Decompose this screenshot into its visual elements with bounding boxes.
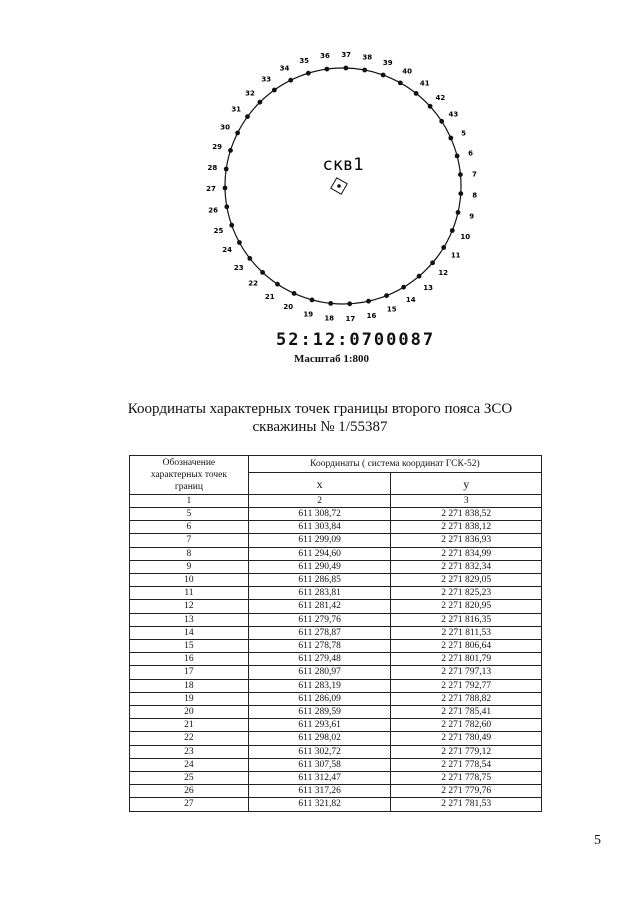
boundary-point-label: 10 [460, 232, 471, 241]
table-row [130, 640, 542, 653]
table-row [130, 600, 542, 613]
cell-x: 611 279,76 [248, 613, 391, 626]
header-x: x [248, 473, 391, 495]
cell-x: 611 298,02 [248, 732, 391, 745]
boundary-point [366, 299, 371, 304]
boundary-point-label: 18 [324, 314, 335, 323]
cell-y: 2 271 836,93 [391, 534, 542, 547]
colnum-2: 2 [248, 495, 391, 508]
boundary-point [384, 293, 389, 298]
cell-point: 10 [130, 574, 249, 587]
page-number: 5 [594, 833, 601, 848]
boundary-point-label: 15 [386, 305, 397, 314]
table-row [130, 547, 542, 560]
boundary-point-label: 22 [248, 279, 258, 288]
cell-point: 6 [130, 521, 249, 534]
boundary-point-label: 40 [402, 67, 412, 76]
cell-x: 611 308,72 [248, 508, 391, 521]
cell-x: 611 283,19 [248, 679, 391, 692]
cell-x: 611 278,78 [248, 640, 391, 653]
cell-point: 13 [130, 613, 249, 626]
cell-point: 16 [130, 653, 249, 666]
table-row [130, 719, 542, 732]
cell-point: 25 [130, 772, 249, 785]
cell-x: 611 307,58 [248, 758, 391, 771]
cell-y: 2 271 832,34 [391, 560, 542, 573]
boundary-point [306, 71, 311, 76]
well-label: скв1 [322, 155, 364, 175]
table-row [130, 692, 542, 705]
table-row [130, 521, 542, 534]
boundary-point [456, 210, 461, 215]
boundary-point [362, 68, 367, 73]
boundary-point-label: 27 [206, 185, 216, 194]
boundary-point [414, 91, 419, 96]
boundary-point-label: 11 [450, 251, 461, 260]
cell-y: 2 271 829,05 [391, 574, 542, 587]
boundary-point-label: 26 [208, 206, 218, 215]
boundary-point [310, 298, 315, 303]
cell-y: 2 271 820,95 [391, 600, 542, 613]
cell-x: 611 302,72 [248, 745, 391, 758]
boundary-point [247, 256, 252, 261]
header-coords: Координаты ( система координат ГСК-52) [248, 456, 541, 473]
boundary-point-label: 42 [435, 93, 446, 102]
boundary-point-label: 16 [366, 311, 377, 320]
cell-y: 2 271 778,75 [391, 772, 542, 785]
boundary-point-label: 8 [472, 191, 478, 200]
boundary-diagram [0, 0, 640, 330]
title-line-2: скважины № 1/55387 [252, 419, 388, 435]
boundary-point-label: 38 [362, 53, 373, 62]
boundary-point-label: 7 [471, 170, 477, 179]
boundary-point-label: 31 [231, 105, 242, 114]
boundary-point-label: 12 [438, 268, 449, 277]
cell-x: 611 294,60 [248, 547, 391, 560]
cell-y: 2 271 780,49 [391, 732, 542, 745]
table-row [130, 534, 542, 547]
boundary-point-label: 17 [345, 314, 356, 323]
cell-y: 2 271 838,12 [391, 521, 542, 534]
boundary-point-label: 29 [212, 143, 222, 152]
cell-point: 27 [130, 798, 249, 811]
boundary-point-label: 28 [207, 163, 218, 172]
boundary-point-label: 30 [220, 123, 230, 132]
boundary-point [430, 260, 435, 265]
boundary-point [441, 245, 446, 250]
boundary-point [224, 204, 229, 209]
table-row [130, 798, 542, 811]
boundary-point [272, 88, 277, 93]
table-row [130, 613, 542, 626]
table-row [130, 508, 542, 521]
cell-y: 2 271 785,41 [391, 706, 542, 719]
scale-label: Масштаб 1:800 [294, 353, 370, 365]
boundary-point [439, 119, 444, 124]
boundary-point [223, 186, 228, 191]
cell-point: 26 [130, 785, 249, 798]
boundary-point-label: 36 [320, 52, 330, 61]
cell-x: 611 321,82 [248, 798, 391, 811]
boundary-point [448, 136, 453, 141]
cell-point: 12 [130, 600, 249, 613]
boundary-point [398, 81, 403, 86]
table-row [130, 772, 542, 785]
boundary-point-label: 33 [261, 75, 272, 84]
cell-point: 9 [130, 560, 249, 573]
boundary-point-label: 34 [279, 64, 290, 73]
table-row [130, 666, 542, 679]
cell-point: 23 [130, 745, 249, 758]
cell-x: 611 303,84 [248, 521, 391, 534]
boundary-point [428, 104, 433, 109]
coordinates-table [129, 455, 542, 812]
cell-point: 24 [130, 758, 249, 771]
cell-y: 2 271 806,64 [391, 640, 542, 653]
table-row [130, 758, 542, 771]
boundary-point [288, 78, 293, 83]
table-row [130, 560, 542, 573]
cell-x: 611 280,97 [248, 666, 391, 679]
cell-y: 2 271 788,82 [391, 692, 542, 705]
cell-y: 2 271 779,76 [391, 785, 542, 798]
cell-x: 611 317,26 [248, 785, 391, 798]
boundary-point-label: 25 [213, 226, 224, 235]
cell-y: 2 271 797,13 [391, 666, 542, 679]
table-row [130, 679, 542, 692]
cell-x: 611 286,09 [248, 692, 391, 705]
boundary-point [347, 301, 352, 306]
boundary-point-label: 41 [419, 79, 430, 88]
boundary-point [224, 167, 229, 172]
cell-point: 20 [130, 706, 249, 719]
boundary-point [258, 100, 263, 105]
cell-y: 2 271 779,12 [391, 745, 542, 758]
cell-point: 5 [130, 508, 249, 521]
boundary-point [401, 285, 406, 290]
cell-point: 19 [130, 692, 249, 705]
boundary-point [260, 270, 265, 275]
boundary-point-label: 9 [469, 212, 475, 221]
boundary-point [228, 148, 233, 153]
boundary-point [455, 154, 460, 159]
boundary-point-label: 19 [303, 310, 314, 319]
boundary-point-label: 6 [468, 149, 474, 158]
table-row [130, 626, 542, 639]
boundary-point-label: 35 [299, 56, 310, 65]
boundary-point-label: 24 [222, 246, 232, 255]
header-point: Обозначение характерных точек границ [130, 456, 249, 495]
cell-point: 21 [130, 719, 249, 732]
header-y: y [391, 473, 542, 495]
cell-point: 11 [130, 587, 249, 600]
boundary-point [344, 66, 349, 71]
cell-x: 611 279,48 [248, 653, 391, 666]
boundary-point [328, 301, 333, 306]
cell-x: 611 278,87 [248, 626, 391, 639]
table-row [130, 785, 542, 798]
table-row [130, 587, 542, 600]
cell-y: 2 271 834,99 [391, 547, 542, 560]
boundary-point [275, 282, 280, 287]
cell-x: 611 290,49 [248, 560, 391, 573]
cell-y: 2 271 778,54 [391, 758, 542, 771]
colnum-1: 1 [130, 495, 249, 508]
cell-point: 14 [130, 626, 249, 639]
boundary-point-label: 14 [405, 296, 416, 305]
cell-y: 2 271 792,77 [391, 679, 542, 692]
boundary-point [381, 73, 386, 78]
cell-y: 2 271 825,23 [391, 587, 542, 600]
cell-y: 2 271 782,60 [391, 719, 542, 732]
table-row [130, 706, 542, 719]
cell-point: 8 [130, 547, 249, 560]
cell-point: 18 [130, 679, 249, 692]
table-row [130, 653, 542, 666]
cell-y: 2 271 816,35 [391, 613, 542, 626]
boundary-point [292, 291, 297, 296]
boundary-point-label: 13 [423, 283, 433, 292]
cadastral-number: 52:12:0700087 [276, 330, 436, 350]
cell-x: 611 281,42 [248, 600, 391, 613]
table-row [130, 574, 542, 587]
boundary-point-label: 5 [461, 129, 467, 138]
cell-x: 611 299,09 [248, 534, 391, 547]
cell-point: 15 [130, 640, 249, 653]
boundary-point [458, 191, 463, 196]
cell-x: 611 293,61 [248, 719, 391, 732]
cell-y: 2 271 811,53 [391, 626, 542, 639]
cell-y: 2 271 838,52 [391, 508, 542, 521]
boundary-point-label: 20 [283, 303, 294, 312]
cell-x: 611 286,85 [248, 574, 391, 587]
page-title [120, 400, 520, 436]
boundary-point [229, 223, 234, 228]
cell-x: 611 312,47 [248, 772, 391, 785]
boundary-point [458, 172, 463, 177]
cell-point: 17 [130, 666, 249, 679]
colnum-3: 3 [391, 495, 542, 508]
boundary-point [245, 114, 250, 119]
cell-x: 611 289,59 [248, 706, 391, 719]
table-row [130, 732, 542, 745]
cell-point: 22 [130, 732, 249, 745]
boundary-point [325, 67, 330, 72]
boundary-point-label: 39 [382, 58, 393, 67]
boundary-point-label: 23 [233, 264, 244, 272]
cell-y: 2 271 781,53 [391, 798, 542, 811]
boundary-point [235, 131, 240, 136]
boundary-point-label: 43 [448, 110, 459, 119]
cell-point: 7 [130, 534, 249, 547]
boundary-point [237, 240, 242, 245]
boundary-point-label: 37 [341, 51, 352, 59]
cell-x: 611 283,81 [248, 587, 391, 600]
boundary-point-label: 21 [264, 292, 275, 301]
boundary-point [417, 274, 422, 279]
boundary-point-label: 32 [245, 89, 255, 98]
cell-y: 2 271 801,79 [391, 653, 542, 666]
table-row [130, 745, 542, 758]
well-marker [331, 178, 347, 194]
boundary-point [450, 228, 455, 233]
title-line-1: Координаты характерных точек границы второго пояса ЗСО [127, 401, 513, 417]
